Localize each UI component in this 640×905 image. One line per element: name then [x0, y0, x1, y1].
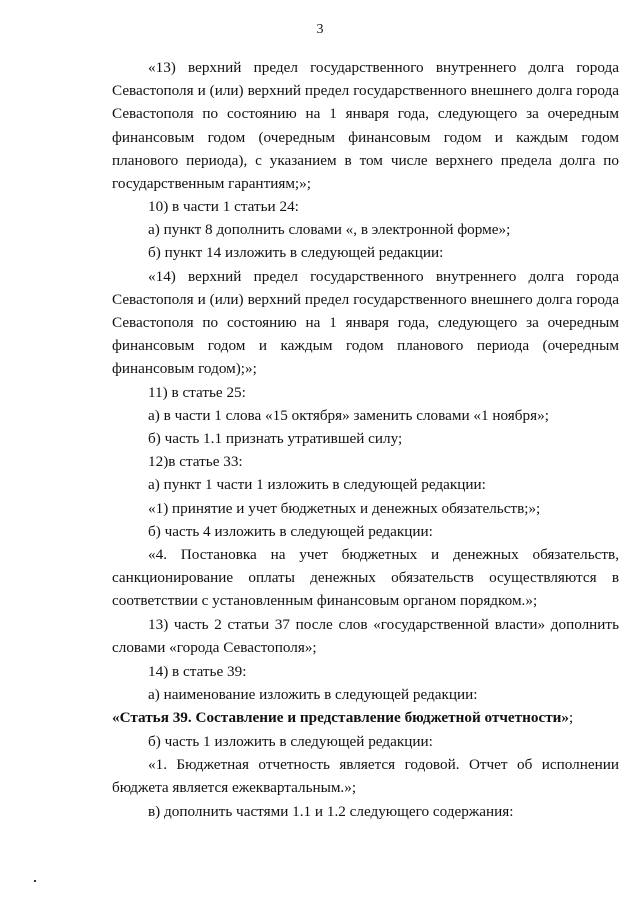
page-number: 3	[316, 22, 324, 37]
paragraph-article-24-b: б) пункт 14 изложить в следующей редакции:	[148, 244, 444, 262]
paragraph-reporting-quote: «1. Бюджетная отчетность является годовой. Отчет об исполнении бюджета является ежеквартальным.»;	[112, 755, 619, 797]
paragraph-article-39-a: а) наименование изложить в следующей редакции:	[148, 686, 478, 704]
paragraph-article-39-c: в) дополнить частями 1.1 и 1.2 следующего содержания:	[148, 802, 514, 820]
paragraph-article-25: 11) в статье 25:	[148, 383, 246, 401]
paragraph-article-33-a: а) пункт 1 части 1 изложить в следующей редакции:	[148, 476, 486, 494]
paragraph-item-4-quote: «4. Постановка на учет бюджетных и денежных обязательств, санкционирование оплаты денежных обязательств осуществляются в соответствии с установленным финансовым органом порядком.»;	[112, 546, 619, 610]
paragraph-article-24-a: а) пункт 8 дополнить словами «, в электронной форме»;	[148, 221, 511, 239]
paragraph-item-13: «13) верхний предел государственного внутреннего долга города Севастополя и (или) верхний предел государственного внешнего долга города Севастополя по состоянию на 1 января года, следующего за очередным финансовым годом (очередным финансовым годом и каждым годом планового периода), с указанием в том числе верхнего предела долга по государственным гарантиям;»;	[112, 59, 619, 193]
document-body	[112, 56, 619, 823]
scan-speck	[34, 880, 36, 882]
article-heading-text: «Статья 39. Составление и представление бюджетной отчетности»	[112, 709, 570, 727]
paragraph-article-24: 10) в части 1 статьи 24:	[148, 198, 299, 215]
paragraph-article-33-b: б) часть 4 изложить в следующей редакции:	[148, 522, 433, 540]
paragraph-article-39-b: б) часть 1 изложить в следующей редакции:	[148, 732, 433, 750]
paragraph-article-39: 14) в статье 39:	[148, 663, 247, 681]
paragraph-article-25-a: а) в части 1 слова «15 октября» заменить словами «1 ноября»;	[148, 406, 549, 424]
article-heading-tail: ;	[569, 709, 574, 727]
paragraph-article-37: 13) часть 2 статьи 37 после слов «государственной власти» дополнить словами «города Севастополя»;	[112, 616, 619, 657]
paragraph-article-25-b: б) часть 1.1 признать утратившей силу;	[148, 430, 403, 448]
paragraph-item-1-quote: «1) принятие и учет бюджетных и денежных обязательств;»;	[148, 499, 541, 517]
paragraph-article-39-heading	[112, 706, 619, 729]
paragraph-article-33: 12)в статье 33:	[148, 453, 243, 471]
paragraph-item-14: «14) верхний предел государственного внутреннего долга города Севастополя и (или) верхний предел государственного внешнего долга города Севастополя по состоянию на 1 января года, следующего за очередным финансовым годом и каждым годом планового периода (очередным финансовым годом);»;	[112, 267, 619, 378]
